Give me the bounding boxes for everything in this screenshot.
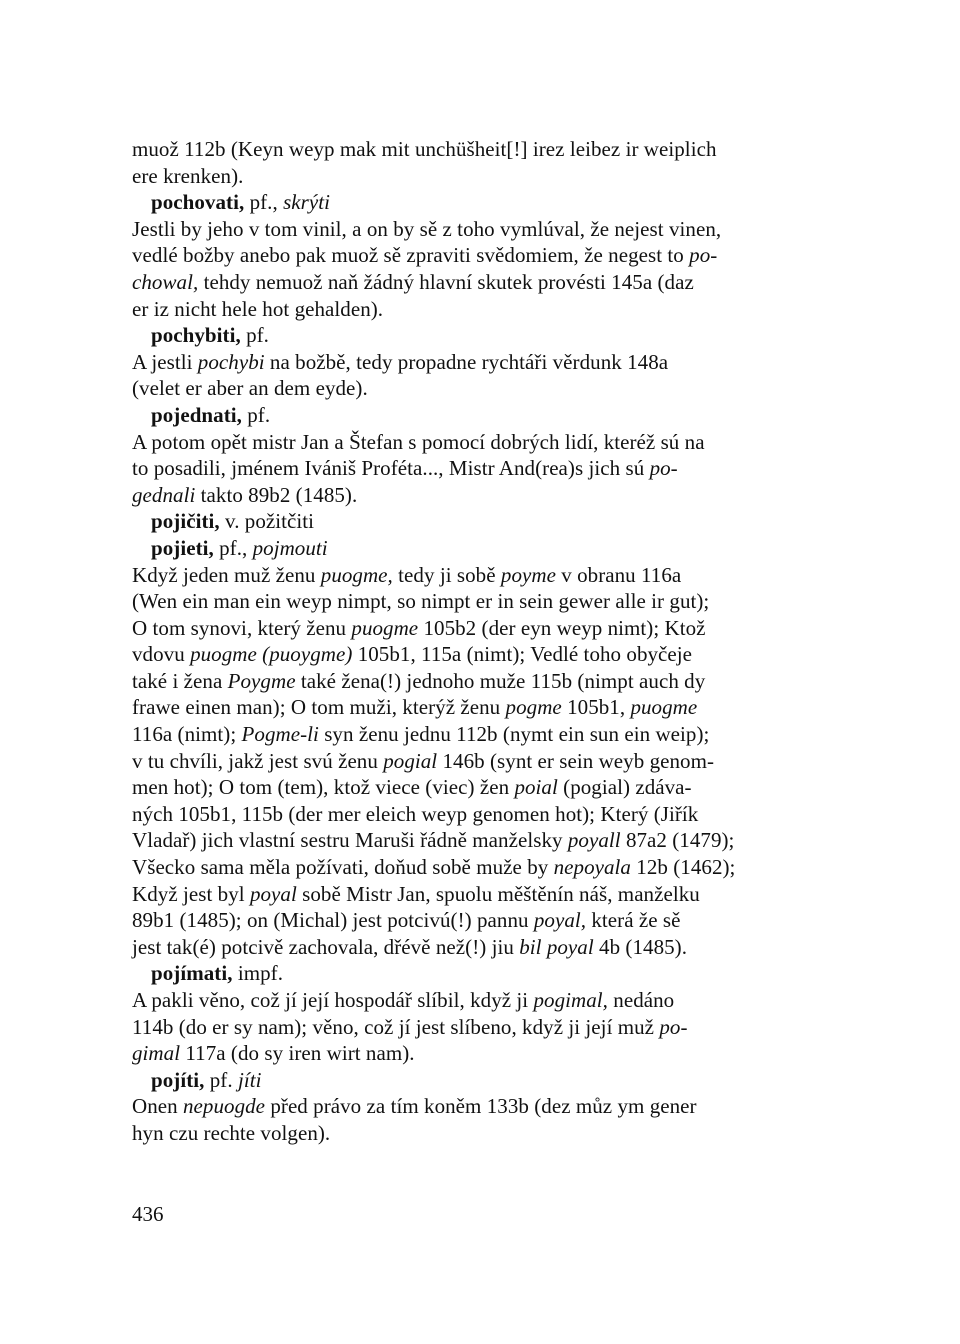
text-segment: v obranu 116a — [555, 562, 682, 587]
text-segment: tedy ji sobě — [392, 562, 501, 587]
entry-heading-line — [132, 322, 832, 349]
headword: pojieti, — [151, 535, 214, 560]
italic-text: poyal, — [533, 908, 587, 933]
text-segment: 12b (1462); — [631, 855, 736, 880]
text-segment: syn ženu jednu 112b (nymt ein sun ein weip); — [318, 722, 710, 747]
text-segment: A potom opět mistr Jan a Štefan s pomocí dobrých lidí, kteréž sú na — [132, 429, 705, 454]
italic-text: Poygme — [227, 668, 296, 693]
entry-heading-line — [132, 508, 832, 535]
text-line — [132, 934, 832, 961]
text-segment: ere krenken). — [132, 163, 244, 188]
text-segment: 105b1, — [561, 695, 631, 720]
headword: pochybiti, — [151, 323, 241, 348]
entry-heading-line — [132, 535, 832, 562]
text-line — [132, 429, 832, 456]
text-line — [132, 163, 832, 190]
text-block — [132, 136, 832, 1147]
italic-text: po- — [689, 243, 718, 268]
text-segment: 146b (synt er sein weyb genom- — [437, 748, 715, 773]
italic-text: nepuogde — [183, 1094, 266, 1119]
text-segment: v. požitčiti — [219, 509, 315, 534]
italic-text: nepoyala — [553, 855, 631, 880]
italic-text: puogme (puoygme) — [190, 642, 353, 667]
text-segment: (Wen ein man ein weyp nimpt, so nimpt er in sein gewer alle ir gut); — [132, 589, 710, 614]
text-line — [132, 242, 832, 269]
text-segment: vedlé božby anebo pak muož sě zpraviti svědomiem, že negest to — [132, 243, 690, 268]
text-line — [132, 1120, 832, 1147]
text-line — [132, 801, 832, 828]
italic-text: po- — [659, 1014, 688, 1039]
text-segment: muož 112b (Keyn weyp mak mit unchüšheit[!] irez leibez ir weiplich — [132, 137, 717, 161]
italic-text: poyal — [249, 881, 297, 906]
text-line — [132, 562, 832, 589]
headword: pojímati, — [151, 961, 233, 986]
text-segment: 105b2 (der eyn weyp nimt); Ktož — [418, 615, 706, 640]
text-segment: která že sě — [586, 908, 681, 933]
text-line — [132, 1040, 832, 1067]
text-segment: na božbě, tedy propadne rychtáři věrdunk 148a — [264, 349, 669, 374]
text-segment: tehdy nemuož naň žádný hlavní skutek provésti 145a (daz — [198, 269, 694, 294]
text-segment: 114b (do er sy nam); věno, což jí jest slíbeno, když ji její muž — [132, 1014, 660, 1039]
text-segment: před právo za tím koněm 133b (dez můz ym gener — [265, 1094, 697, 1119]
text-segment: v tu chvíli, jakž jest svú ženu — [132, 748, 384, 773]
text-segment: pf. — [241, 402, 271, 427]
italic-text: poyme — [500, 562, 556, 587]
text-line — [132, 854, 832, 881]
text-line — [132, 1014, 832, 1041]
text-segment: Když jeden muž ženu — [132, 562, 321, 587]
text-segment: také i žena — [132, 668, 228, 693]
dictionary-page-text — [132, 136, 832, 1147]
text-line — [132, 668, 832, 695]
italic-text: jíti — [237, 1067, 262, 1092]
text-segment: takto 89b2 (1485). — [195, 482, 358, 507]
text-line — [132, 269, 832, 296]
italic-text: Pogme-li — [241, 722, 319, 747]
italic-text: skrýti — [283, 190, 331, 215]
text-segment: O tom synovi, který ženu — [132, 615, 352, 640]
headword: pojičiti, — [151, 509, 220, 534]
text-line — [132, 296, 832, 323]
italic-text: poyall — [567, 828, 621, 853]
italic-text: pogme — [505, 695, 562, 720]
text-line — [132, 216, 832, 243]
text-segment: nedáno — [607, 988, 675, 1012]
text-segment: Když jest byl — [132, 881, 250, 906]
text-segment: také žena(!) jednoho muže 115b (nimpt auch dy — [295, 668, 706, 693]
italic-text: pogimal, — [533, 988, 608, 1012]
text-segment: to posadili, jménem Ivániš Proféta..., Mistr And(rea)s jich sú — [132, 456, 650, 481]
text-segment: pf., — [244, 190, 284, 215]
headword: pochovati, — [151, 190, 245, 215]
italic-text: po- — [649, 456, 678, 481]
text-line — [132, 748, 832, 775]
italic-text: gednali — [132, 482, 196, 507]
italic-text: puogme — [630, 695, 698, 720]
text-line — [132, 455, 832, 482]
text-segment: ných 105b1, 115b (der mer eleich weyp genomen hot); Který (Jiřík — [132, 801, 699, 826]
text-line — [132, 827, 832, 854]
text-segment: Vladař) jich vlastní sestru Maruši řádně manželsky — [132, 828, 568, 853]
page-number: 436 — [132, 1202, 164, 1226]
text-segment: pf., — [213, 535, 253, 560]
text-segment: 87a2 (1479); — [620, 828, 735, 853]
text-segment: 89b1 (1485); on (Michal) jest potcivú(!) pannu — [132, 908, 534, 933]
italic-text: gimal — [132, 1041, 181, 1066]
text-line — [132, 881, 832, 908]
text-segment: Onen — [132, 1094, 183, 1119]
italic-text: puogme, — [320, 562, 393, 587]
text-segment: 105b1, 115a (nimt); Vedlé toho obyčeje — [352, 642, 693, 667]
text-line — [132, 615, 832, 642]
entry-heading-line — [132, 960, 832, 987]
text-segment: 116a (nimt); — [132, 722, 242, 747]
text-segment: impf. — [232, 961, 283, 986]
italic-text: poial — [514, 775, 558, 800]
text-line — [132, 136, 832, 163]
text-line — [132, 375, 832, 402]
text-segment: Jestli by jeho v tom vinil, a on by sě z toho vymlúval, že nejest vinen, — [132, 216, 722, 241]
entry-heading-line — [132, 1067, 832, 1094]
entry-heading-line — [132, 189, 832, 216]
text-segment: A jestli — [132, 349, 198, 374]
text-line — [132, 774, 832, 801]
text-segment: jest tak(é) potcivě zachovala, dřévě než(!) jiu — [132, 934, 520, 959]
text-line — [132, 588, 832, 615]
text-line — [132, 641, 832, 668]
text-line — [132, 721, 832, 748]
text-line — [132, 907, 832, 934]
italic-text: bil poyal — [519, 934, 594, 959]
text-line — [132, 694, 832, 721]
text-segment: men hot); O tom (tem), ktož viece (viec) žen — [132, 775, 515, 800]
text-segment: 117a (do sy iren wirt nam). — [180, 1041, 415, 1066]
entry-heading-line — [132, 402, 832, 429]
text-segment: A pakli věno, což jí její hospodář slíbil, když ji — [132, 988, 534, 1012]
text-segment: 4b (1485). — [593, 934, 688, 959]
italic-text: pogial — [383, 748, 438, 773]
italic-text: puogme — [351, 615, 419, 640]
text-segment: pf. — [240, 323, 269, 348]
text-segment: hyn czu rechte volgen). — [132, 1120, 331, 1145]
text-segment: (velet er aber an dem eyde). — [132, 376, 368, 401]
italic-text: chowal, — [132, 269, 199, 294]
text-segment: sobě Mistr Jan, spuolu měštěnín náš, manželku — [296, 881, 700, 906]
text-segment: er iz nicht hele hot gehalden). — [132, 296, 384, 321]
italic-text: pojmouti — [252, 535, 328, 560]
italic-text: pochybi — [197, 349, 265, 374]
headword: pojednati, — [151, 402, 242, 427]
text-line — [132, 987, 832, 1014]
text-segment: Všecko sama měla požívati, doňud sobě muže by — [132, 855, 554, 880]
text-line — [132, 349, 832, 376]
text-segment: (pogial) zdáva- — [557, 775, 692, 800]
text-segment: vdovu — [132, 642, 191, 667]
headword: pojíti, — [151, 1067, 205, 1092]
text-segment: frawe einen man); O tom muži, kterýž ženu — [132, 695, 506, 720]
text-line — [132, 482, 832, 509]
text-segment: pf. — [204, 1067, 238, 1092]
text-line — [132, 1093, 832, 1120]
